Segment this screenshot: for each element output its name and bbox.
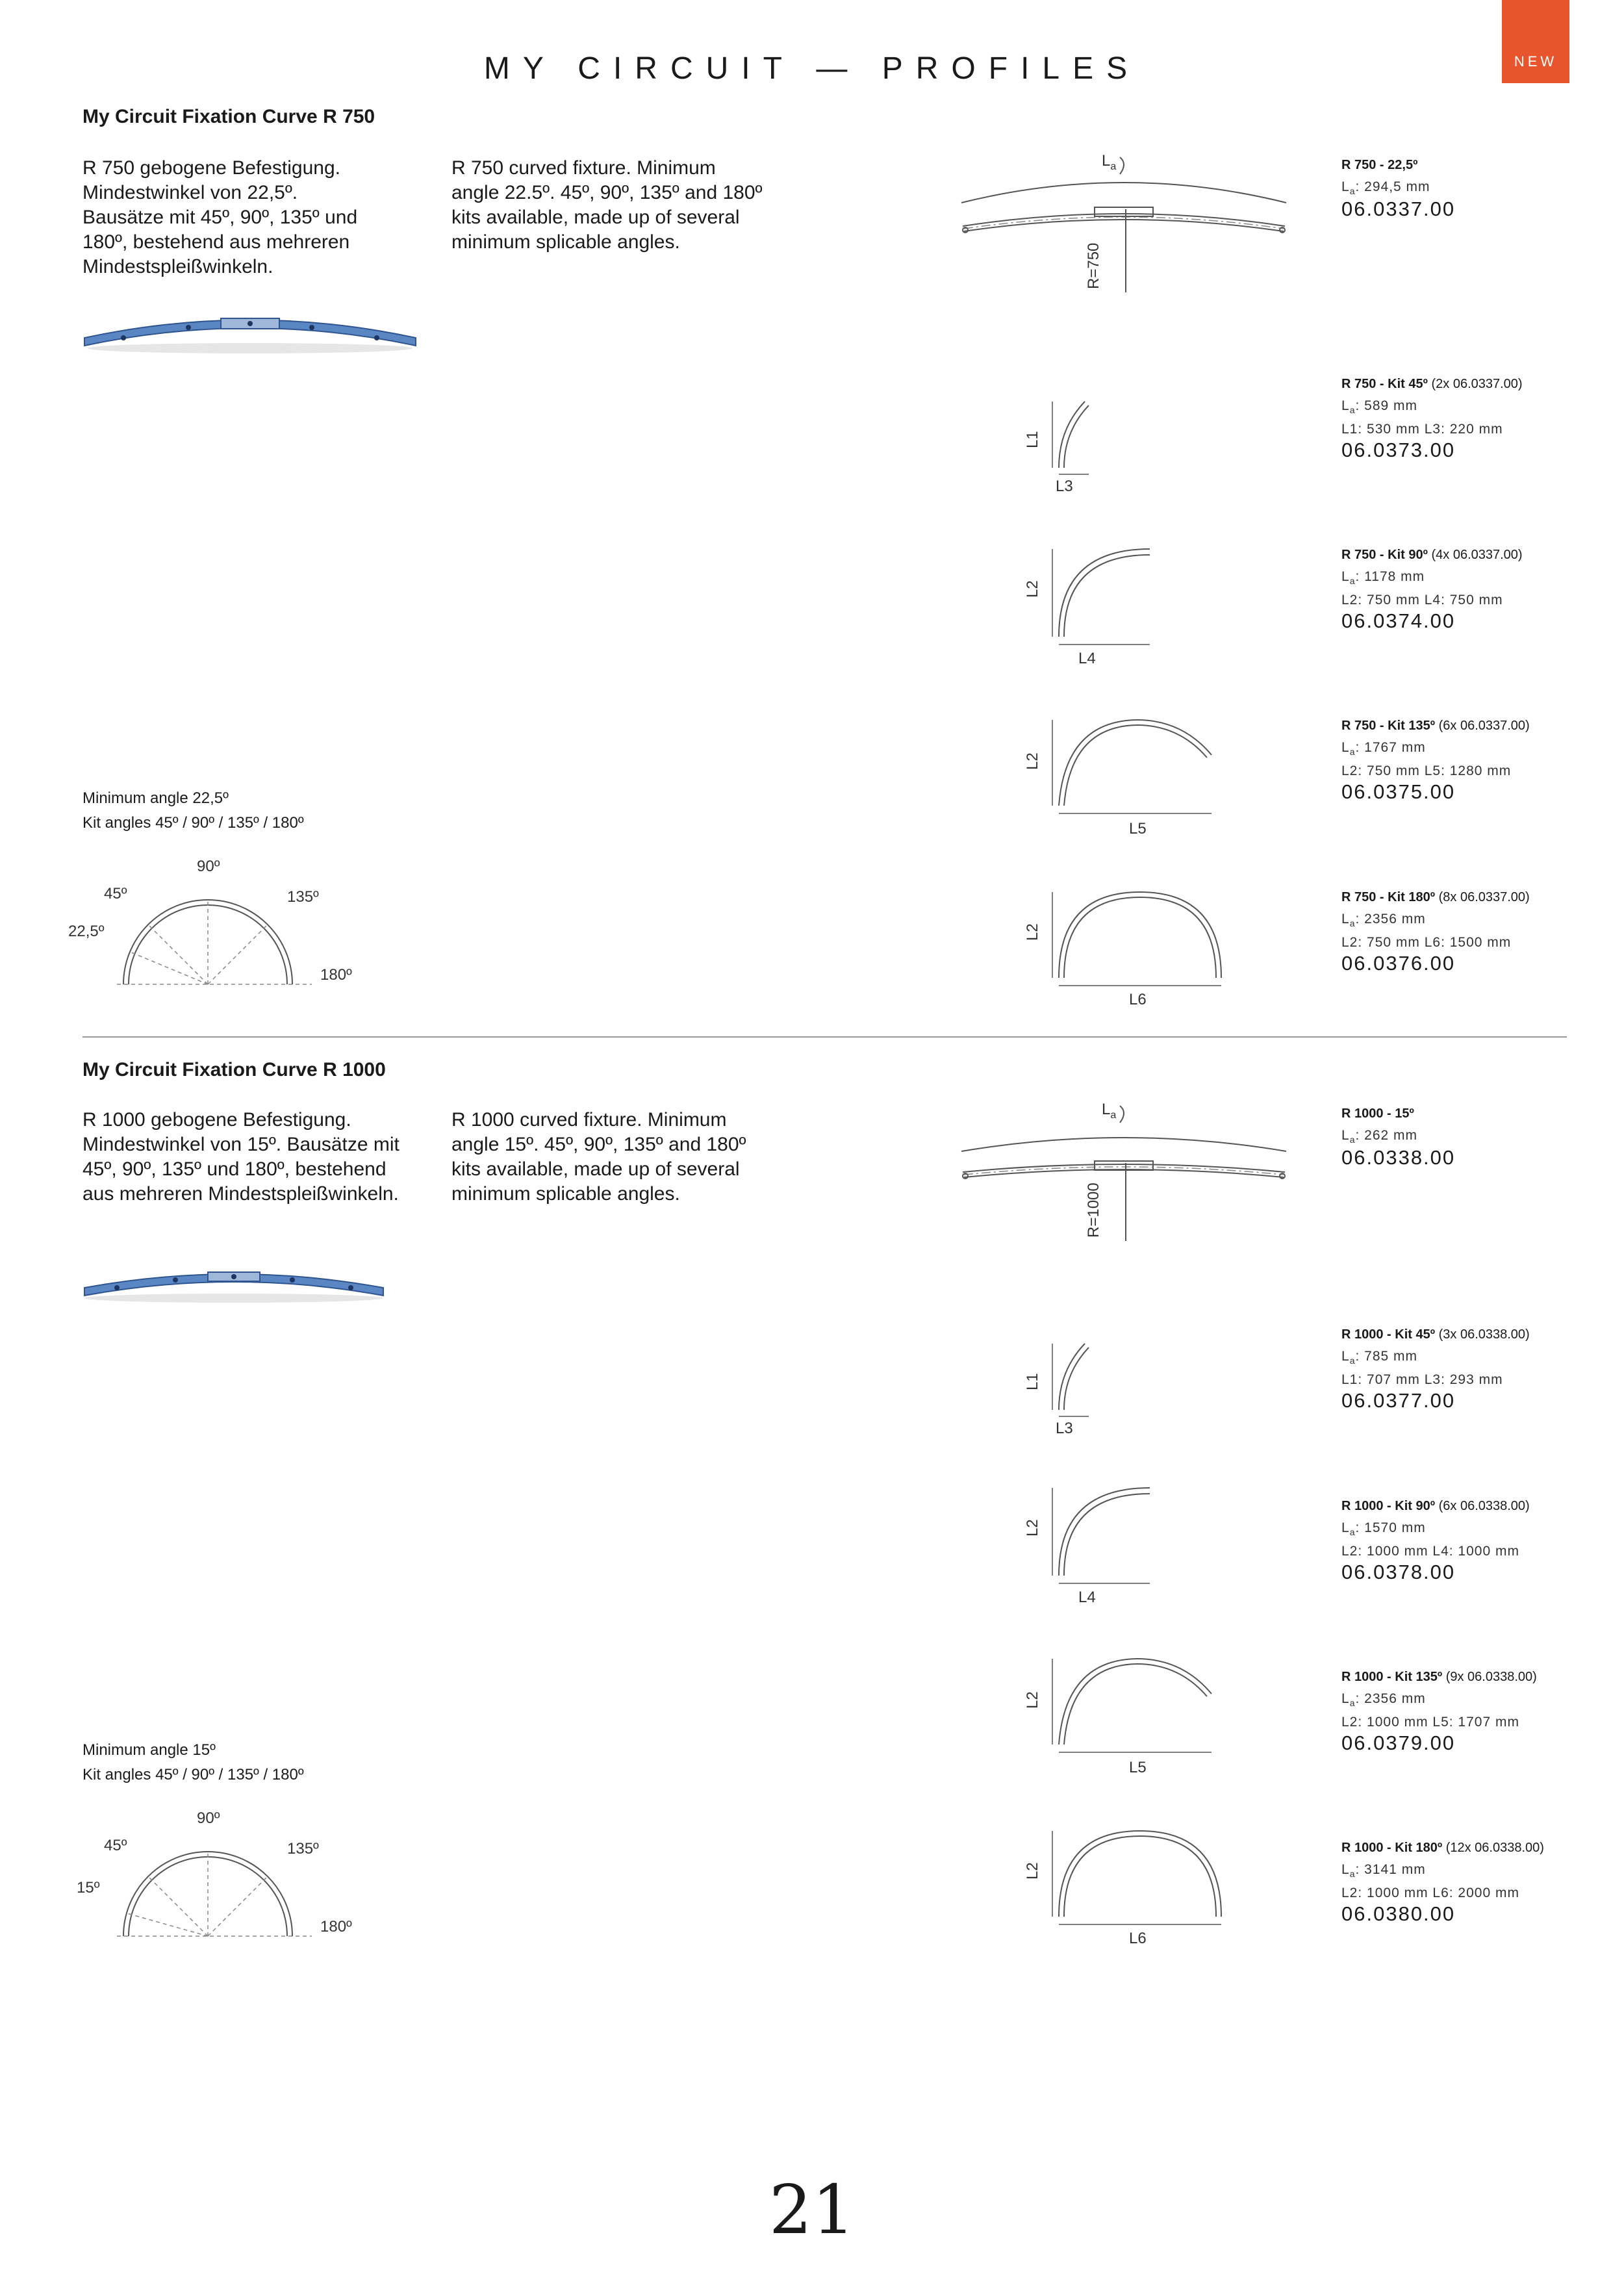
spec-name: R 1000 - Kit 180º (12x 06.0338.00) xyxy=(1341,1841,1544,1855)
dim-l4: L4 xyxy=(1078,1589,1096,1606)
description-en xyxy=(451,156,789,255)
kit-135-drawing xyxy=(1039,708,1221,819)
kit-angles-text: Kit angles 45º / 90º / 135º / 180º xyxy=(82,1766,304,1783)
spec-lengths: L2: 750 mm L4: 750 mm xyxy=(1341,593,1503,608)
dim-l1: L1 xyxy=(1024,1373,1041,1390)
spec-lengths: L2: 1000 mm L4: 1000 mm xyxy=(1341,1544,1519,1559)
text-line: angle 15º. 45º, 90º, 135º and 180º xyxy=(451,1134,746,1155)
spec-lengths: L2: 750 mm L5: 1280 mm xyxy=(1341,763,1512,779)
description-de xyxy=(82,156,420,279)
dim-l1: L1 xyxy=(1024,431,1041,448)
text-line: Bausätze mit 45º, 90º, 135º und xyxy=(82,207,358,228)
radius-label: R=1000 xyxy=(1085,1182,1102,1238)
spec-la: $L_a$: 2356 mm xyxy=(1341,1691,1426,1709)
text-line: Mindestwinkel von 22,5º. xyxy=(82,182,298,203)
spec-name: R 750 - Kit 45º (2x 06.0337.00) xyxy=(1341,377,1523,391)
la-label: $L_a$ xyxy=(1102,1101,1117,1121)
dim-l2: L2 xyxy=(1024,1691,1041,1709)
text-line: R 750 curved fixture. Minimum xyxy=(451,157,716,179)
product-photo xyxy=(78,1260,390,1306)
spec-la: $L_a$: 1178 mm xyxy=(1341,569,1425,587)
new-badge-label: NEW xyxy=(1514,53,1558,70)
section-title: My Circuit Fixation Curve R 1000 xyxy=(82,1059,386,1080)
dim-l5: L5 xyxy=(1129,820,1147,837)
angle-diagram xyxy=(117,887,312,991)
product-code: 06.0374.00 xyxy=(1341,609,1456,633)
dim-l2: L2 xyxy=(1024,923,1041,941)
angle-180: 180º xyxy=(320,966,352,984)
text-line: minimum splicable angles. xyxy=(451,1183,680,1205)
product-photo xyxy=(78,305,422,357)
kit-180-drawing xyxy=(1039,1819,1234,1930)
product-code: 06.0377.00 xyxy=(1341,1389,1456,1412)
product-code: 06.0373.00 xyxy=(1341,439,1456,462)
segment-drawing xyxy=(955,149,1293,299)
kit-90-drawing xyxy=(1039,539,1156,650)
product-code: 06.0337.00 xyxy=(1341,198,1456,221)
spec-name: R 1000 - Kit 90º (6x 06.0338.00) xyxy=(1341,1499,1530,1513)
spec-block xyxy=(1341,1670,1537,1755)
kit-45-drawing xyxy=(1039,1332,1117,1423)
angle-45: 45º xyxy=(104,1837,127,1854)
kit-180-drawing xyxy=(1039,880,1234,991)
spec-block xyxy=(1341,1499,1530,1584)
dim-l6: L6 xyxy=(1129,1930,1147,1947)
page-number: 21 xyxy=(768,2170,856,2249)
spec-name: R 750 - Kit 180º (8x 06.0337.00) xyxy=(1341,890,1530,904)
spec-lengths: L2: 750 mm L6: 1500 mm xyxy=(1341,935,1512,951)
angle-135: 135º xyxy=(287,1840,319,1858)
min-angle-text: Minimum angle 15º xyxy=(82,1741,216,1759)
product-code: 06.0378.00 xyxy=(1341,1561,1456,1584)
product-code: 06.0376.00 xyxy=(1341,952,1456,975)
text-line: aus mehreren Mindestspleißwinkeln. xyxy=(82,1183,399,1205)
spec-lengths: L1: 707 mm L3: 293 mm xyxy=(1341,1372,1503,1388)
segment-drawing xyxy=(955,1098,1293,1247)
angle-min: 22,5º xyxy=(68,923,105,940)
dim-l4: L4 xyxy=(1078,650,1096,667)
spec-block xyxy=(1341,1841,1544,1926)
angle-180: 180º xyxy=(320,1918,352,1935)
spec-la: $L_a$: 589 mm xyxy=(1341,398,1418,416)
text-line: kits available, made up of several xyxy=(451,1158,740,1180)
spec-block xyxy=(1341,1327,1530,1412)
kit-45-drawing xyxy=(1039,390,1117,481)
dim-l6: L6 xyxy=(1129,991,1147,1008)
spec-name: R 1000 - Kit 45º (3x 06.0338.00) xyxy=(1341,1327,1530,1342)
spec-name: R 750 - 22,5º xyxy=(1341,158,1418,172)
text-line: Mindestwinkel von 15º. Bausätze mit xyxy=(82,1134,400,1155)
text-line: R 1000 gebogene Befestigung. xyxy=(82,1109,351,1131)
product-code: 06.0379.00 xyxy=(1341,1731,1456,1755)
angle-min: 15º xyxy=(77,1879,100,1897)
description-en xyxy=(451,1108,789,1207)
product-code: 06.0380.00 xyxy=(1341,1902,1456,1926)
radius-label: R=750 xyxy=(1085,242,1102,289)
spec-name: R 1000 - Kit 135º (9x 06.0338.00) xyxy=(1341,1670,1537,1684)
product-code: 06.0338.00 xyxy=(1341,1146,1456,1169)
spec-block xyxy=(1341,377,1523,462)
text-line: 45º, 90º, 135º und 180º, bestehend xyxy=(82,1158,387,1180)
text-line: minimum splicable angles. xyxy=(451,231,680,253)
new-badge xyxy=(1502,0,1569,83)
text-line: kits available, made up of several xyxy=(451,207,740,228)
dim-l3: L3 xyxy=(1056,478,1073,495)
product-code: 06.0375.00 xyxy=(1341,780,1456,804)
spec-la: $L_a$: 1767 mm xyxy=(1341,740,1426,758)
dim-l2: L2 xyxy=(1024,580,1041,598)
dim-l2: L2 xyxy=(1024,1519,1041,1537)
dim-l2: L2 xyxy=(1024,752,1041,770)
spec-la: $L_a$: 262 mm xyxy=(1341,1128,1418,1145)
spec-la: $L_a$: 2356 mm xyxy=(1341,912,1426,929)
la-label: $L_a$ xyxy=(1102,152,1117,172)
text-line: 180º, bestehend aus mehreren xyxy=(82,231,350,253)
spec-lengths: L2: 1000 mm L5: 1707 mm xyxy=(1341,1715,1519,1730)
dim-l2: L2 xyxy=(1024,1862,1041,1880)
page-title: MY CIRCUIT — PROFILES xyxy=(483,51,1141,86)
kit-135-drawing xyxy=(1039,1647,1221,1757)
spec-block xyxy=(1341,890,1530,975)
spec-la: $L_a$: 1570 mm xyxy=(1341,1520,1426,1538)
dim-l3: L3 xyxy=(1056,1420,1073,1437)
section-title: My Circuit Fixation Curve R 750 xyxy=(82,106,375,127)
angle-90: 90º xyxy=(197,858,220,875)
text-line: R 1000 curved fixture. Minimum xyxy=(451,1109,727,1131)
angle-135: 135º xyxy=(287,888,319,906)
spec-block xyxy=(1341,158,1455,221)
min-angle-text: Minimum angle 22,5º xyxy=(82,789,229,807)
angle-45: 45º xyxy=(104,885,127,902)
text-line: Mindestspleißwinkeln. xyxy=(82,256,273,277)
spec-la: $L_a$: 294,5 mm xyxy=(1341,179,1430,197)
spec-name: R 1000 - 15º xyxy=(1341,1106,1414,1121)
description-de xyxy=(82,1108,420,1207)
angle-diagram xyxy=(117,1839,312,1943)
spec-name: R 750 - Kit 90º (4x 06.0337.00) xyxy=(1341,548,1523,562)
kit-angles-text: Kit angles 45º / 90º / 135º / 180º xyxy=(82,814,304,832)
spec-la: $L_a$: 3141 mm xyxy=(1341,1862,1426,1880)
spec-lengths: L2: 1000 mm L6: 2000 mm xyxy=(1341,1885,1519,1901)
spec-la: $L_a$: 785 mm xyxy=(1341,1349,1418,1366)
spec-lengths: L1: 530 mm L3: 220 mm xyxy=(1341,422,1503,437)
section-divider xyxy=(82,1036,1567,1038)
spec-block xyxy=(1341,719,1530,804)
text-line: angle 22.5º. 45º, 90º, 135º and 180º xyxy=(451,182,763,203)
kit-90-drawing xyxy=(1039,1478,1156,1589)
dim-l5: L5 xyxy=(1129,1759,1147,1776)
spec-block xyxy=(1341,548,1523,633)
angle-90: 90º xyxy=(197,1809,220,1827)
text-line: R 750 gebogene Befestigung. xyxy=(82,157,340,179)
spec-block xyxy=(1341,1106,1455,1169)
spec-name: R 750 - Kit 135º (6x 06.0337.00) xyxy=(1341,719,1530,733)
